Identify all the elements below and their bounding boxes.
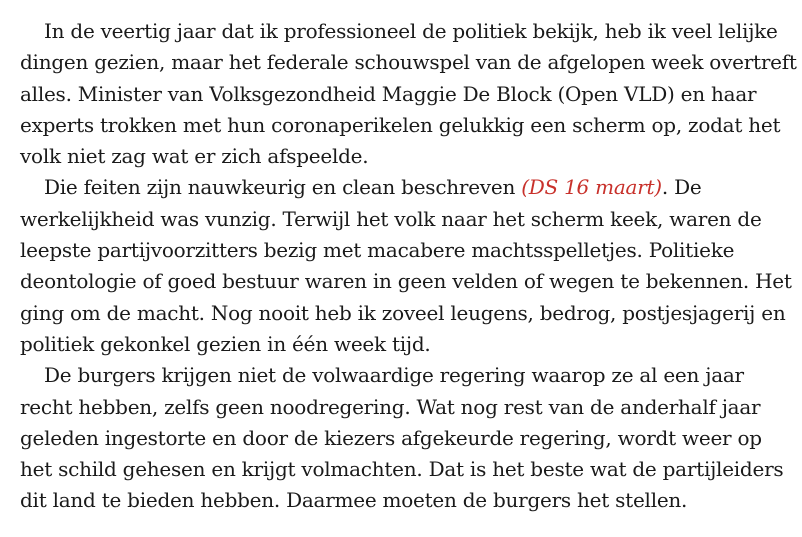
paragraph-1-text: In de veertig jaar dat ik professioneel de politiek bekijk, heb ik veel lelijke dingen gezien, maar het federale schouwspel van de afgelopen week overtreft alles. Minister van Volksgezondheid Maggie De Block (Open VLD) en haar experts trokken met hun coronaperikelen gelukkig een scherm op, zodat het volk niet zag wat er zich afspeelde. <box>20 19 797 169</box>
paragraph-2-text-before: Die feiten zijn nauwkeurig en clean beschreven <box>44 175 522 200</box>
paragraph-3-text: De burgers krijgen niet de volwaardige regering waarop ze al een jaar recht hebben, zelfs geen noodregering. Wat nog rest van de anderhalf jaar geleden ingestorte en door de kiezers afgekeurde regering, wordt weer op het schild gehesen en krijgt volmachten. Dat is het beste wat de partijleiders dit land te bieden hebben. Daarmee moeten de burgers het stellen. <box>20 363 784 513</box>
paragraph-3 <box>20 360 798 516</box>
source-reference-link[interactable]: (DS 16 maart) <box>521 175 662 200</box>
article-body <box>20 16 798 517</box>
paragraph-1 <box>20 16 798 172</box>
paragraph-2 <box>20 172 798 360</box>
paragraph-2-text-after: . De werkelijkheid was vunzig. Terwijl het volk naar het scherm keek, waren de leepste partijvoorzitters bezig met macabere machtsspelletjes. Politieke deontologie of goed bestuur waren in geen velden of wegen te bekennen. Het ging om de macht. Nog nooit heb ik zoveel leugens, bedrog, postjesjagerij en politiek gekonkel gezien in één week tijd. <box>20 175 792 356</box>
